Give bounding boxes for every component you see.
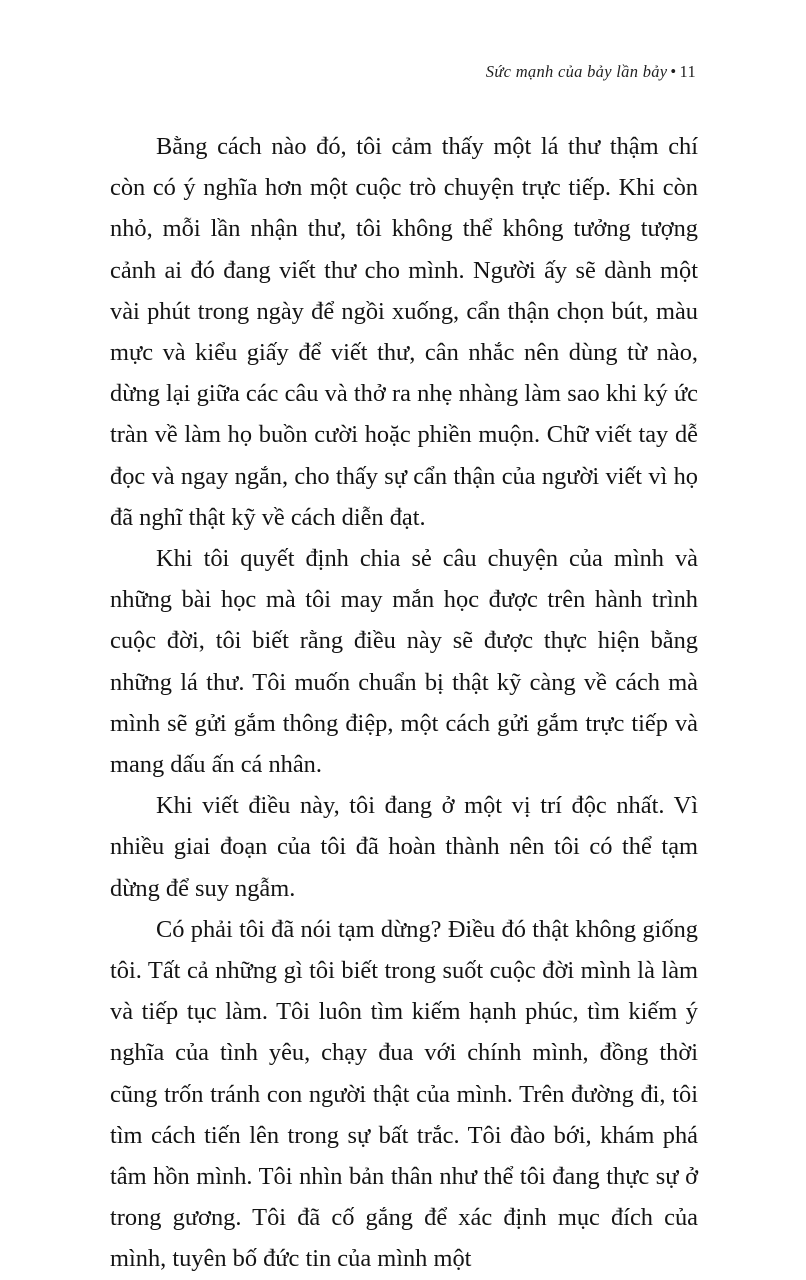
paragraph: Có phải tôi đã nói tạm dừng? Điều đó thật không giống tôi. Tất cả những gì tôi biết trong suốt cuộc đời mình là làm và tiếp tục làm. Tôi luôn tìm kiếm hạnh phúc, tìm kiếm ý nghĩa của tình yêu, chạy đua với chính mình, đồng thời cũng trốn tránh con người thật của mình. Trên đường đi, tôi tìm cách tiến lên trong sự bất trắc. Tôi đào bới, khám phá tâm hồn mình. Tôi nhìn bản thân như thể tôi đang thực sự ở trong gương. Tôi đã cố gắng để xác định mục đích của mình, tuyên bố đức tin của mình một bbox=[110, 915, 698, 1273]
paragraph: Khi tôi quyết định chia sẻ câu chuyện của mình và những bài học mà tôi may mắn học được trên hành trình cuộc đời, tôi biết rằng điều này sẽ được thực hiện bằng những lá thư. Tôi muốn chuẩn bị thật kỹ càng về cách mà mình sẽ gửi gắm thông điệp, một cách gửi gắm trực tiếp và mang dấu ấn cá nhân. bbox=[110, 545, 698, 779]
paragraph: Bằng cách nào đó, tôi cảm thấy một lá thư thậm chí còn có ý nghĩa hơn một cuộc trò chuyện trực tiếp. Khi còn nhỏ, mỗi lần nhận thư, tôi không thể không tưởng tượng cảnh ai đó đang viết thư cho mình. Người ấy sẽ dành một vài phút trong ngày để ngồi xuống, cẩn thận chọn bút, màu mực và kiểu giấy để viết thư, cân nhắc nên dùng từ nào, dừng lại giữa các câu và thở ra nhẹ nhàng làm sao khi ký ức tràn về làm họ buồn cười hoặc phiền muộn. Chữ viết tay dễ đọc và ngay ngắn, cho thấy sự cẩn thận của người viết vì họ đã nghĩ thật kỹ về cách diễn đạt. bbox=[110, 133, 698, 531]
running-head bbox=[486, 62, 696, 82]
running-head-separator: • bbox=[670, 62, 677, 81]
page-number: 11 bbox=[679, 62, 696, 81]
body-text bbox=[110, 126, 698, 1280]
paragraph: Khi viết điều này, tôi đang ở một vị trí độc nhất. Vì nhiều giai đoạn của tôi đã hoàn thành nên tôi có thể tạm dừng để suy ngẫm. bbox=[110, 792, 698, 902]
running-head-title: Sức mạnh của bảy lần bảy bbox=[485, 62, 668, 81]
